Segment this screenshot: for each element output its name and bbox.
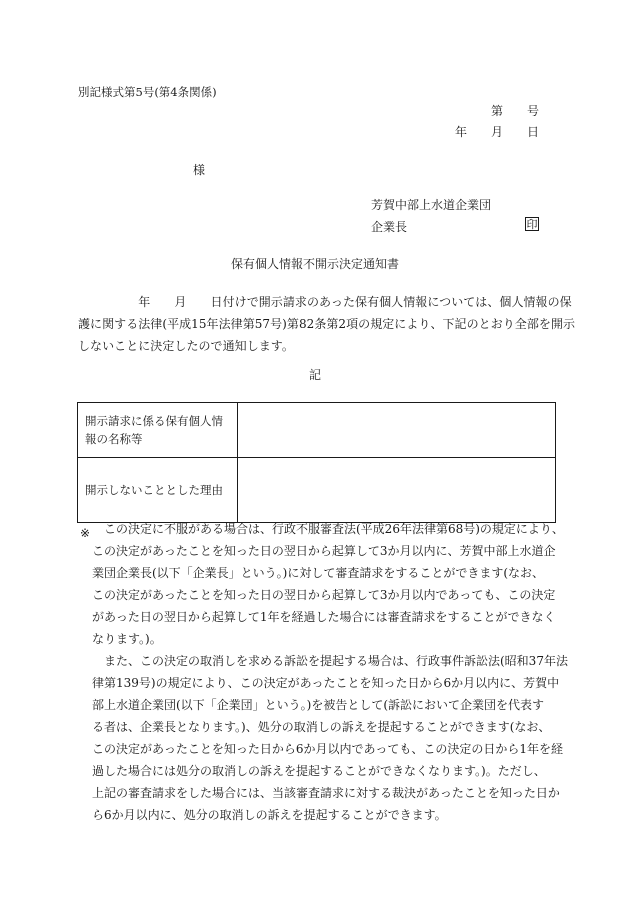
body-line: 護に関する法律(平成15年法律第57号)第82条第2項の規定により、下記のとおり全部を開示 [78, 317, 576, 331]
row1-value [238, 403, 556, 458]
note-line: この決定に不服がある場合は、行政不服審査法(平成26年法律第68号)の規定により、 [104, 522, 564, 536]
note-line: 律第139号)の規定により、この決定があったことを知った日から6か月以内に、芳賀中 [92, 676, 560, 690]
note-line: この決定があったことを知った日の翌日から起算して3か月以内に、芳賀中部上水道企 [92, 544, 556, 558]
row1-label-line: 開示請求に係る保有個人情 [85, 414, 223, 428]
note-line: この決定があったことを知った日の翌日から起算して3か月以内であっても、この決定 [92, 588, 556, 602]
document-number: 第 号 [491, 104, 540, 118]
row2-label: 開示しないこととした理由 [78, 458, 238, 523]
table-row [78, 458, 556, 523]
note-line: この決定があったことを知った日から6か月以内であっても、この決定の日から1年を経 [92, 742, 564, 756]
info-table [77, 402, 556, 523]
issuer-organization: 芳賀中部上水道企業団 [371, 198, 492, 212]
table-row [78, 403, 556, 458]
note-section [92, 518, 568, 826]
note-line: る者は、企業長となります。)、処分の取消しの訴えを提起することができます(なお、 [92, 720, 551, 734]
note-line: 業団企業長(以下「企業長」という。)に対して審査請求をすることができます(なお、 [92, 566, 545, 580]
row1-label-line: 報の名称等 [85, 432, 143, 446]
document-date: 年 月 日 [455, 125, 540, 139]
issuer-title: 企業長 [371, 220, 408, 234]
note-line: なります。)。 [92, 632, 162, 646]
row2-value [238, 458, 556, 523]
note-line: ら6か月以内に、処分の取消しの訴えを提起することができます。 [92, 808, 447, 822]
seal-stamp: 印 [526, 218, 538, 231]
note-line: 部上水道企業団(以下「企業団」という。)を被告として(訴訟において企業団を代表す [92, 698, 545, 712]
note-line: 過した場合には処分の取消しの訴えを提起することができなくなります。)。ただし、 [92, 764, 546, 778]
note-line: また、この決定の取消しを求める訴訟を提起する場合は、行政事件訴訟法(昭和37年法 [104, 654, 568, 668]
form-label: 別記様式第5号(第4条関係) [78, 85, 217, 99]
row1-label [78, 403, 238, 458]
document-title: 保有個人情報不開示決定通知書 [230, 257, 399, 271]
recipient-suffix: 様 [193, 163, 206, 177]
body-paragraph [78, 291, 576, 357]
body-line: しないことに決定したので通知します。 [78, 339, 294, 353]
body-line: 年 月 日付けで開示請求のあった保有個人情報については、個人情報の保 [78, 295, 572, 309]
note-mark: ※ [80, 526, 91, 540]
note-line: があった日の翌日から起算して1年を経過した場合には審査請求をすることができなく [92, 610, 556, 624]
note-line: 上記の審査請求をした場合には、当該審査請求に対する裁決があったことを知った日か [92, 786, 560, 800]
record-heading: 記 [308, 368, 321, 382]
